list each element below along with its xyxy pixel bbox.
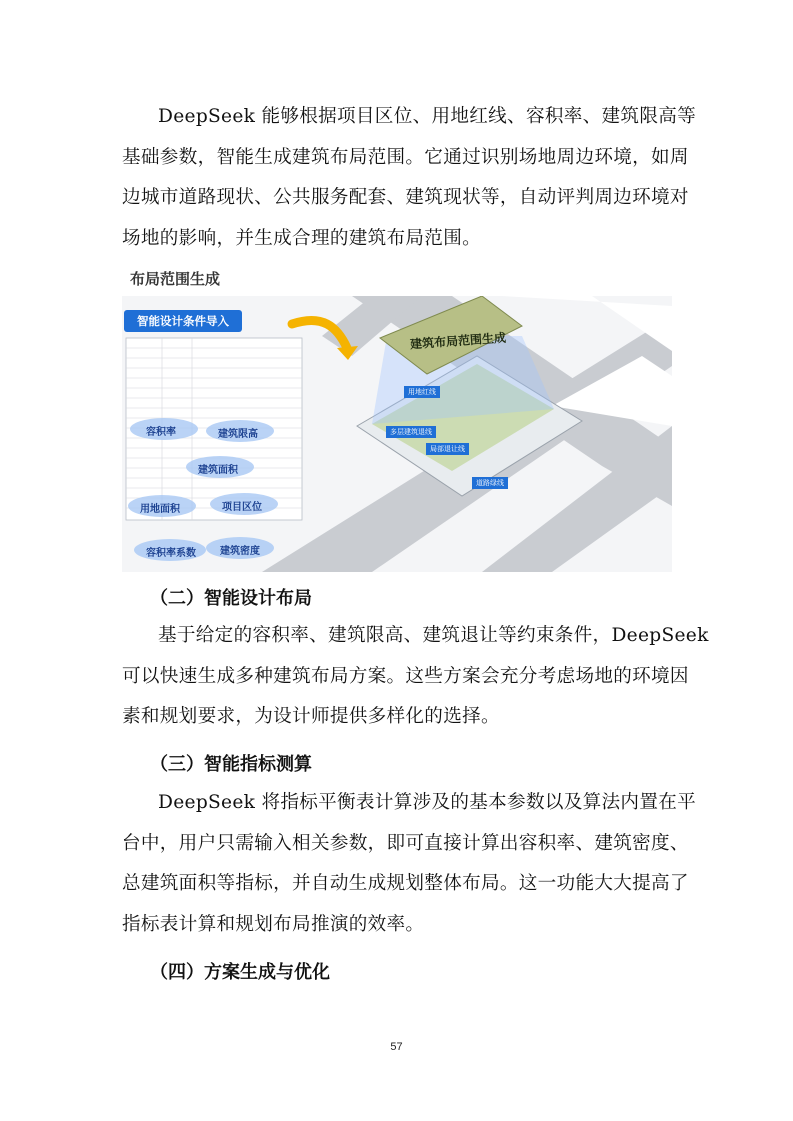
section-heading: （二）智能设计布局 <box>150 588 312 609</box>
bubble-label: 容积率系数 <box>146 548 196 559</box>
text-line: 总建筑面积等指标，并自动生成规划整体布局。这一功能大大提高了 <box>122 873 689 895</box>
generate-label: 建筑布局范围生成 <box>409 330 507 352</box>
text-line: 边城市道路现状、公共服务配套、建筑现状等，自动评判周边环境对 <box>122 187 689 209</box>
text-line: 场地的影响，并生成合理的建筑布局范围。 <box>122 227 481 249</box>
layout-paragraph <box>122 616 709 738</box>
site-tag: 局部退让线 <box>426 443 469 455</box>
section-heading: （四）方案生成与优化 <box>150 962 330 983</box>
text-line: 指标表计算和规划布局推演的效率。 <box>122 913 425 935</box>
text-line: DeepSeek 将指标平衡表计算涉及的基本参数以及算法内置在平 <box>158 792 696 813</box>
text-line: DeepSeek 能够根据项目区位、用地红线、容积率、建筑限高等 <box>158 106 696 127</box>
page-number: 57 <box>390 1041 403 1053</box>
figure-caption: 布局范围生成 <box>130 270 221 288</box>
bubble-label: 容积率 <box>146 427 176 438</box>
bubble-label: 用地面积 <box>140 504 180 515</box>
import-label-badge <box>124 310 242 332</box>
metrics-paragraph <box>122 783 696 945</box>
text-line: 基础参数，智能生成建筑布局范围。它通过识别场地周边环境，如周 <box>122 146 689 168</box>
site-tag: 多层建筑退线 <box>386 426 436 438</box>
text-line: 素和规划要求，为设计师提供多样化的选择。 <box>122 706 500 728</box>
bubble-label: 建筑面积 <box>198 465 238 476</box>
section-heading: （三）智能指标测算 <box>150 754 312 775</box>
text-line: 基于给定的容积率、建筑限高、建筑退让等约束条件，DeepSeek <box>158 625 709 646</box>
bubble-label: 建筑密度 <box>220 546 260 557</box>
text-line: 台中，用户只需输入相关参数，即可直接计算出容积率、建筑密度、 <box>122 832 689 854</box>
import-label: 智能设计条件导入 <box>137 314 229 328</box>
bubble-label: 项目区位 <box>222 502 262 513</box>
site-tag: 用地红线 <box>404 386 440 398</box>
layout-range-figure <box>122 296 672 572</box>
text-line: 可以快速生成多种建筑布局方案。这些方案会充分考虑场地的环境因 <box>122 665 689 687</box>
bubble-label: 建筑限高 <box>218 429 258 440</box>
site-tag: 道路绿线 <box>472 477 508 489</box>
intro-paragraph <box>122 97 696 259</box>
